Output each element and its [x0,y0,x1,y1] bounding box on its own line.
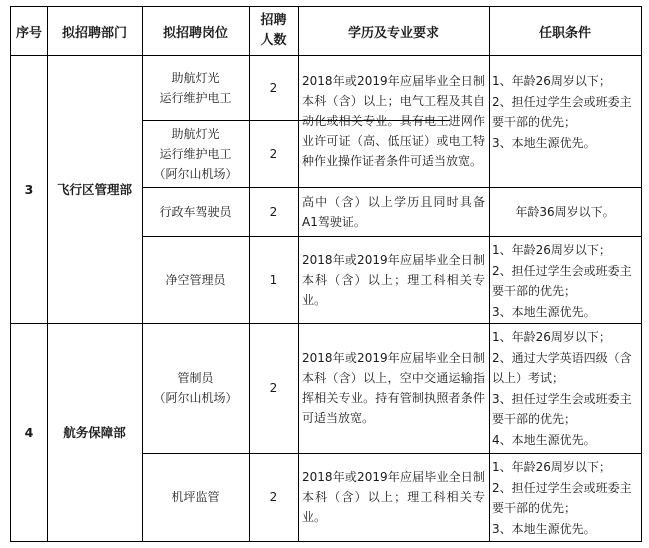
position-cell: 净空管理员 [165,272,226,287]
conditions-cell [489,453,641,541]
count-cell: 2 [269,204,278,219]
condition-item: 1、年龄26周岁以下； [492,243,611,257]
count-cell: 2 [269,490,278,504]
condition-item: 3、本地生源优先。 [492,135,596,150]
position-cell: 管制员 （阿尔山机场） [153,371,238,405]
position-cell: 助航灯光 运行维护电工 （阿尔山机场） [153,126,238,181]
condition-item: 2、担任过学生会或班委主要干部的优先； [492,94,632,129]
condition-item: 2、通过大学英语四级（含以上）考试； [492,350,632,385]
position-cell: 机坪监管 [171,490,220,504]
condition-item: 1、年龄26周岁以下； [492,330,611,344]
group-seq: 3 [24,181,34,197]
education-cell: 2018年或2019年应届毕业全日制本科（含）以上，空中交通运输指挥相关专业。持有管制执照者条件可适当放宽。 [302,351,485,425]
group-seq: 4 [24,424,34,440]
position-cell: 助航灯光 运行维护电工 [159,70,232,105]
conditions-cell [489,323,641,453]
condition-item: 3、担任过学生会或班委主要干部的优先； [492,391,632,426]
conditions-cell [489,236,641,323]
education-cell: 2018年或2019年应届毕业全日制本科（含）以上；理工科相关专业。 [302,252,485,307]
conditions-cell: 年龄36周岁以下。 [515,204,615,219]
count-cell: 1 [269,272,278,287]
recruitment-table [10,6,642,542]
header-position: 拟招聘岗位 [162,25,228,41]
group-dept: 航务保障部 [63,425,126,440]
count-cell: 2 [269,146,278,161]
group-dept: 飞行区管理部 [56,182,132,197]
condition-item: 2、担任过学生会或班委主要干部的优先； [492,263,632,298]
header-seq: 序号 [15,25,42,41]
count-cell: 2 [269,80,278,95]
header-conditions: 任职条件 [538,25,591,41]
condition-item: 1、年龄26周岁以下； [492,74,611,88]
header-education: 学历及专业要求 [347,25,439,41]
education-cell: 2018年或2019年应届毕业全日制本科（含）以上；理工科相关专业。 [302,470,485,524]
education-cell: 高中（含）以上学历且同时具备A1驾驶证。 [302,194,485,229]
condition-item: 1、年龄26周岁以下； [492,460,611,474]
education-cell: 2018年或2019年应届毕业全日制本科（含）以上；电气工程及其自动化或相关专业。具有电工进网作业许可证（高、低压证）或电工特种作业操作证者条件可适当放宽。 [302,74,485,168]
count-cell: 2 [269,381,278,395]
conditions-cell [489,67,641,177]
condition-item: 3、本地生源优先。 [492,521,596,536]
position-cell: 行政车驾驶员 [159,204,232,219]
condition-item: 2、担任过学生会或班委主要干部的优先； [492,480,632,515]
condition-item: 3、本地生源优先。 [492,304,596,319]
header-dept: 拟招聘部门 [61,25,127,41]
header-count: 招聘人数 [260,13,287,48]
condition-item: 4、本地生源优先。 [492,432,596,447]
